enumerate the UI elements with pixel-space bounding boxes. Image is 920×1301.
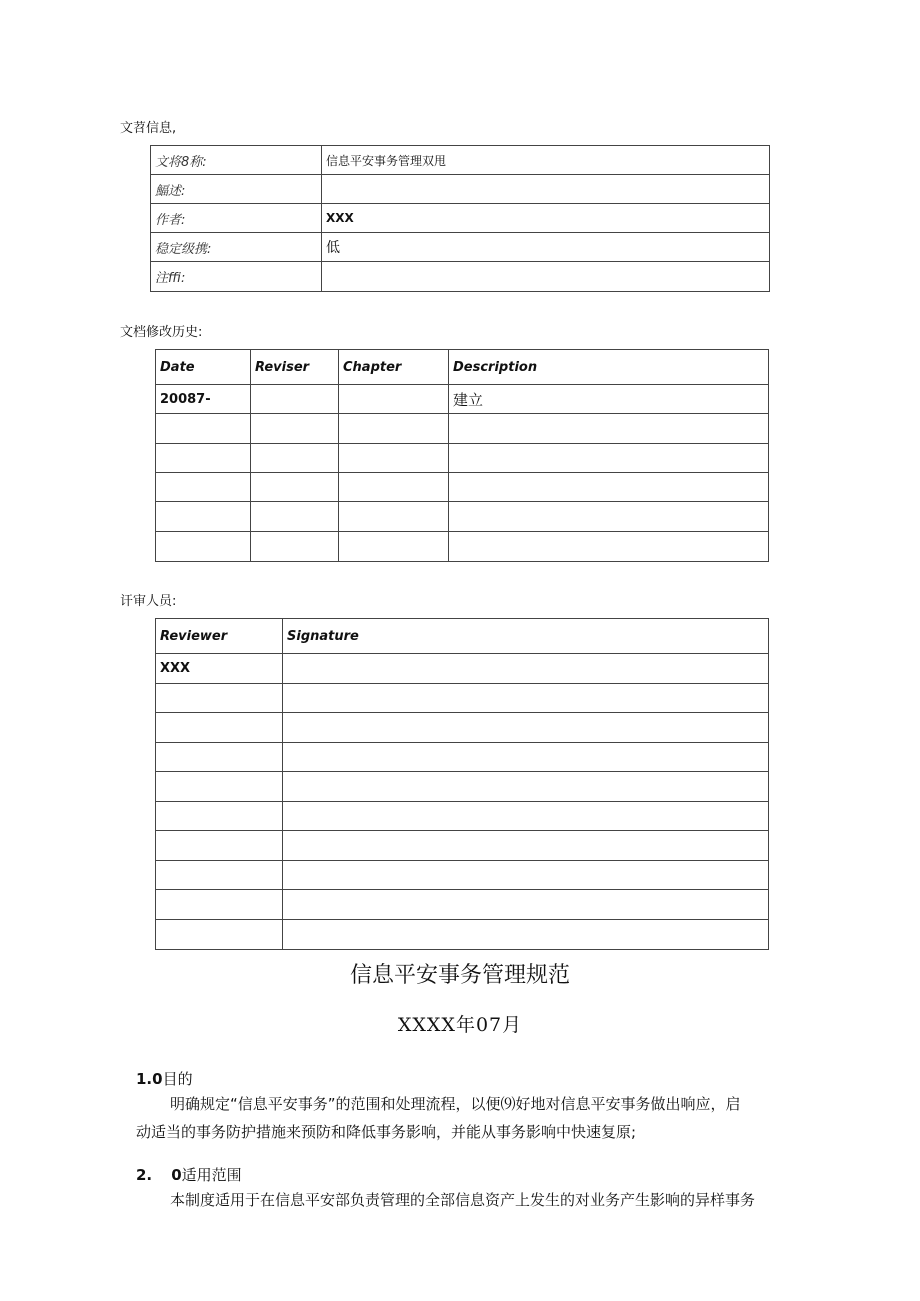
reviewer-cell (156, 684, 283, 713)
reviewers-header-reviewer: Reviewer (156, 619, 283, 654)
history-cell (156, 444, 251, 473)
reviewer-cell (156, 861, 283, 890)
history-header-date: Date (156, 350, 251, 385)
history-cell (251, 444, 339, 473)
doc-info-key: 鰏述: (151, 175, 322, 204)
signature-cell (283, 920, 769, 950)
doc-info-value (322, 175, 770, 204)
history-row (156, 532, 769, 562)
history-cell (156, 502, 251, 532)
history-cell (449, 532, 769, 562)
signature-cell (283, 684, 769, 713)
section-1-title: 目的 (162, 1070, 193, 1088)
section-2-heading (136, 1164, 242, 1185)
reviewers-header-row (156, 619, 769, 654)
doc-info-value: XXX (322, 204, 770, 233)
doc-info-row (151, 175, 770, 204)
reviewer-row (156, 802, 769, 831)
history-cell (339, 385, 449, 414)
reviewers-header-signature: Signature (283, 619, 769, 654)
reviewer-row (156, 890, 769, 920)
reviewer-cell (156, 713, 283, 743)
history-row (156, 473, 769, 502)
doc-info-key: 注ffi: (151, 262, 322, 292)
history-cell (156, 532, 251, 562)
history-cell (449, 414, 769, 444)
doc-info-row (151, 204, 770, 233)
history-row (156, 502, 769, 532)
section-1-paragraph (136, 1090, 776, 1146)
signature-cell (283, 713, 769, 743)
section-1-number: 1.0 (136, 1070, 163, 1088)
doc-info-key: 作者: (151, 204, 322, 233)
reviewer-row (156, 743, 769, 772)
history-cell (339, 532, 449, 562)
reviewers-table (155, 618, 769, 950)
doc-info-value: 低 (322, 233, 770, 262)
history-cell (449, 473, 769, 502)
signature-cell (283, 861, 769, 890)
section-1-line-1: 明确规定“信息平安事务”的范围和处理流程，以便⑼好地对信息平安事务做出响应，启 (170, 1095, 741, 1113)
history-cell: 建立 (449, 385, 769, 414)
doc-info-row (151, 233, 770, 262)
doc-info-row (151, 262, 770, 292)
reviewer-cell (156, 890, 283, 920)
signature-cell (283, 654, 769, 684)
history-row (156, 444, 769, 473)
history-cell (251, 385, 339, 414)
doc-info-key: 稳定级携: (151, 233, 322, 262)
reviewer-row (156, 772, 769, 802)
history-header-row (156, 350, 769, 385)
section-1-line-2: 动适当的事务防护措施来预防和降低事务影响，并能从事务影响中快速复原; (136, 1123, 637, 1141)
history-cell: 20087- (156, 385, 251, 414)
reviewer-row (156, 684, 769, 713)
history-cell (449, 502, 769, 532)
document-title: 信息平安事务管理规范 (349, 963, 570, 988)
reviewer-row (156, 654, 769, 684)
reviewer-cell (156, 772, 283, 802)
history-cell (339, 444, 449, 473)
section-2-number-b: 0 (171, 1166, 182, 1184)
reviewer-row (156, 861, 769, 890)
section-1-heading (136, 1068, 193, 1089)
section-2-number: 2. (136, 1166, 153, 1184)
doc-info-value: 信息平安事务管理双甩 (322, 146, 770, 175)
history-cell (339, 414, 449, 444)
section-2-line-1: 本制度适用于在信息平安部负责管理的全部信息资产上发生的对业务产生影响的异样事务 (170, 1191, 756, 1209)
history-label: 文档修改历史: (120, 325, 203, 340)
reviewer-cell (156, 831, 283, 861)
history-cell (251, 502, 339, 532)
history-cell (339, 473, 449, 502)
history-cell (156, 473, 251, 502)
signature-cell (283, 890, 769, 920)
doc-info-key: 文将8称: (151, 146, 322, 175)
history-cell (339, 502, 449, 532)
history-header-description: Description (449, 350, 769, 385)
history-cell (449, 444, 769, 473)
reviewer-row (156, 920, 769, 950)
doc-info-value (322, 262, 770, 292)
doc-info-table (150, 145, 770, 292)
history-row (156, 385, 769, 414)
reviewers-label: 讦审人员: (120, 594, 177, 609)
history-header-chapter: Chapter (339, 350, 449, 385)
reviewer-row (156, 831, 769, 861)
history-table (155, 349, 769, 562)
doc-info-row (151, 146, 770, 175)
history-cell (251, 473, 339, 502)
document-date: XXXX年07月 (397, 1014, 523, 1036)
section-2-title: 适用范围 (181, 1166, 242, 1184)
doc-info-label: 文苕信息, (120, 121, 177, 136)
signature-cell (283, 743, 769, 772)
signature-cell (283, 772, 769, 802)
reviewer-cell (156, 743, 283, 772)
signature-cell (283, 831, 769, 861)
reviewer-cell (156, 802, 283, 831)
history-cell (251, 414, 339, 444)
reviewer-cell (156, 920, 283, 950)
history-header-reviser: Reviser (251, 350, 339, 385)
reviewer-row (156, 713, 769, 743)
history-cell (156, 414, 251, 444)
signature-cell (283, 802, 769, 831)
history-cell (251, 532, 339, 562)
history-row (156, 414, 769, 444)
section-2-paragraph (136, 1186, 776, 1214)
reviewer-cell: XXX (156, 654, 283, 684)
